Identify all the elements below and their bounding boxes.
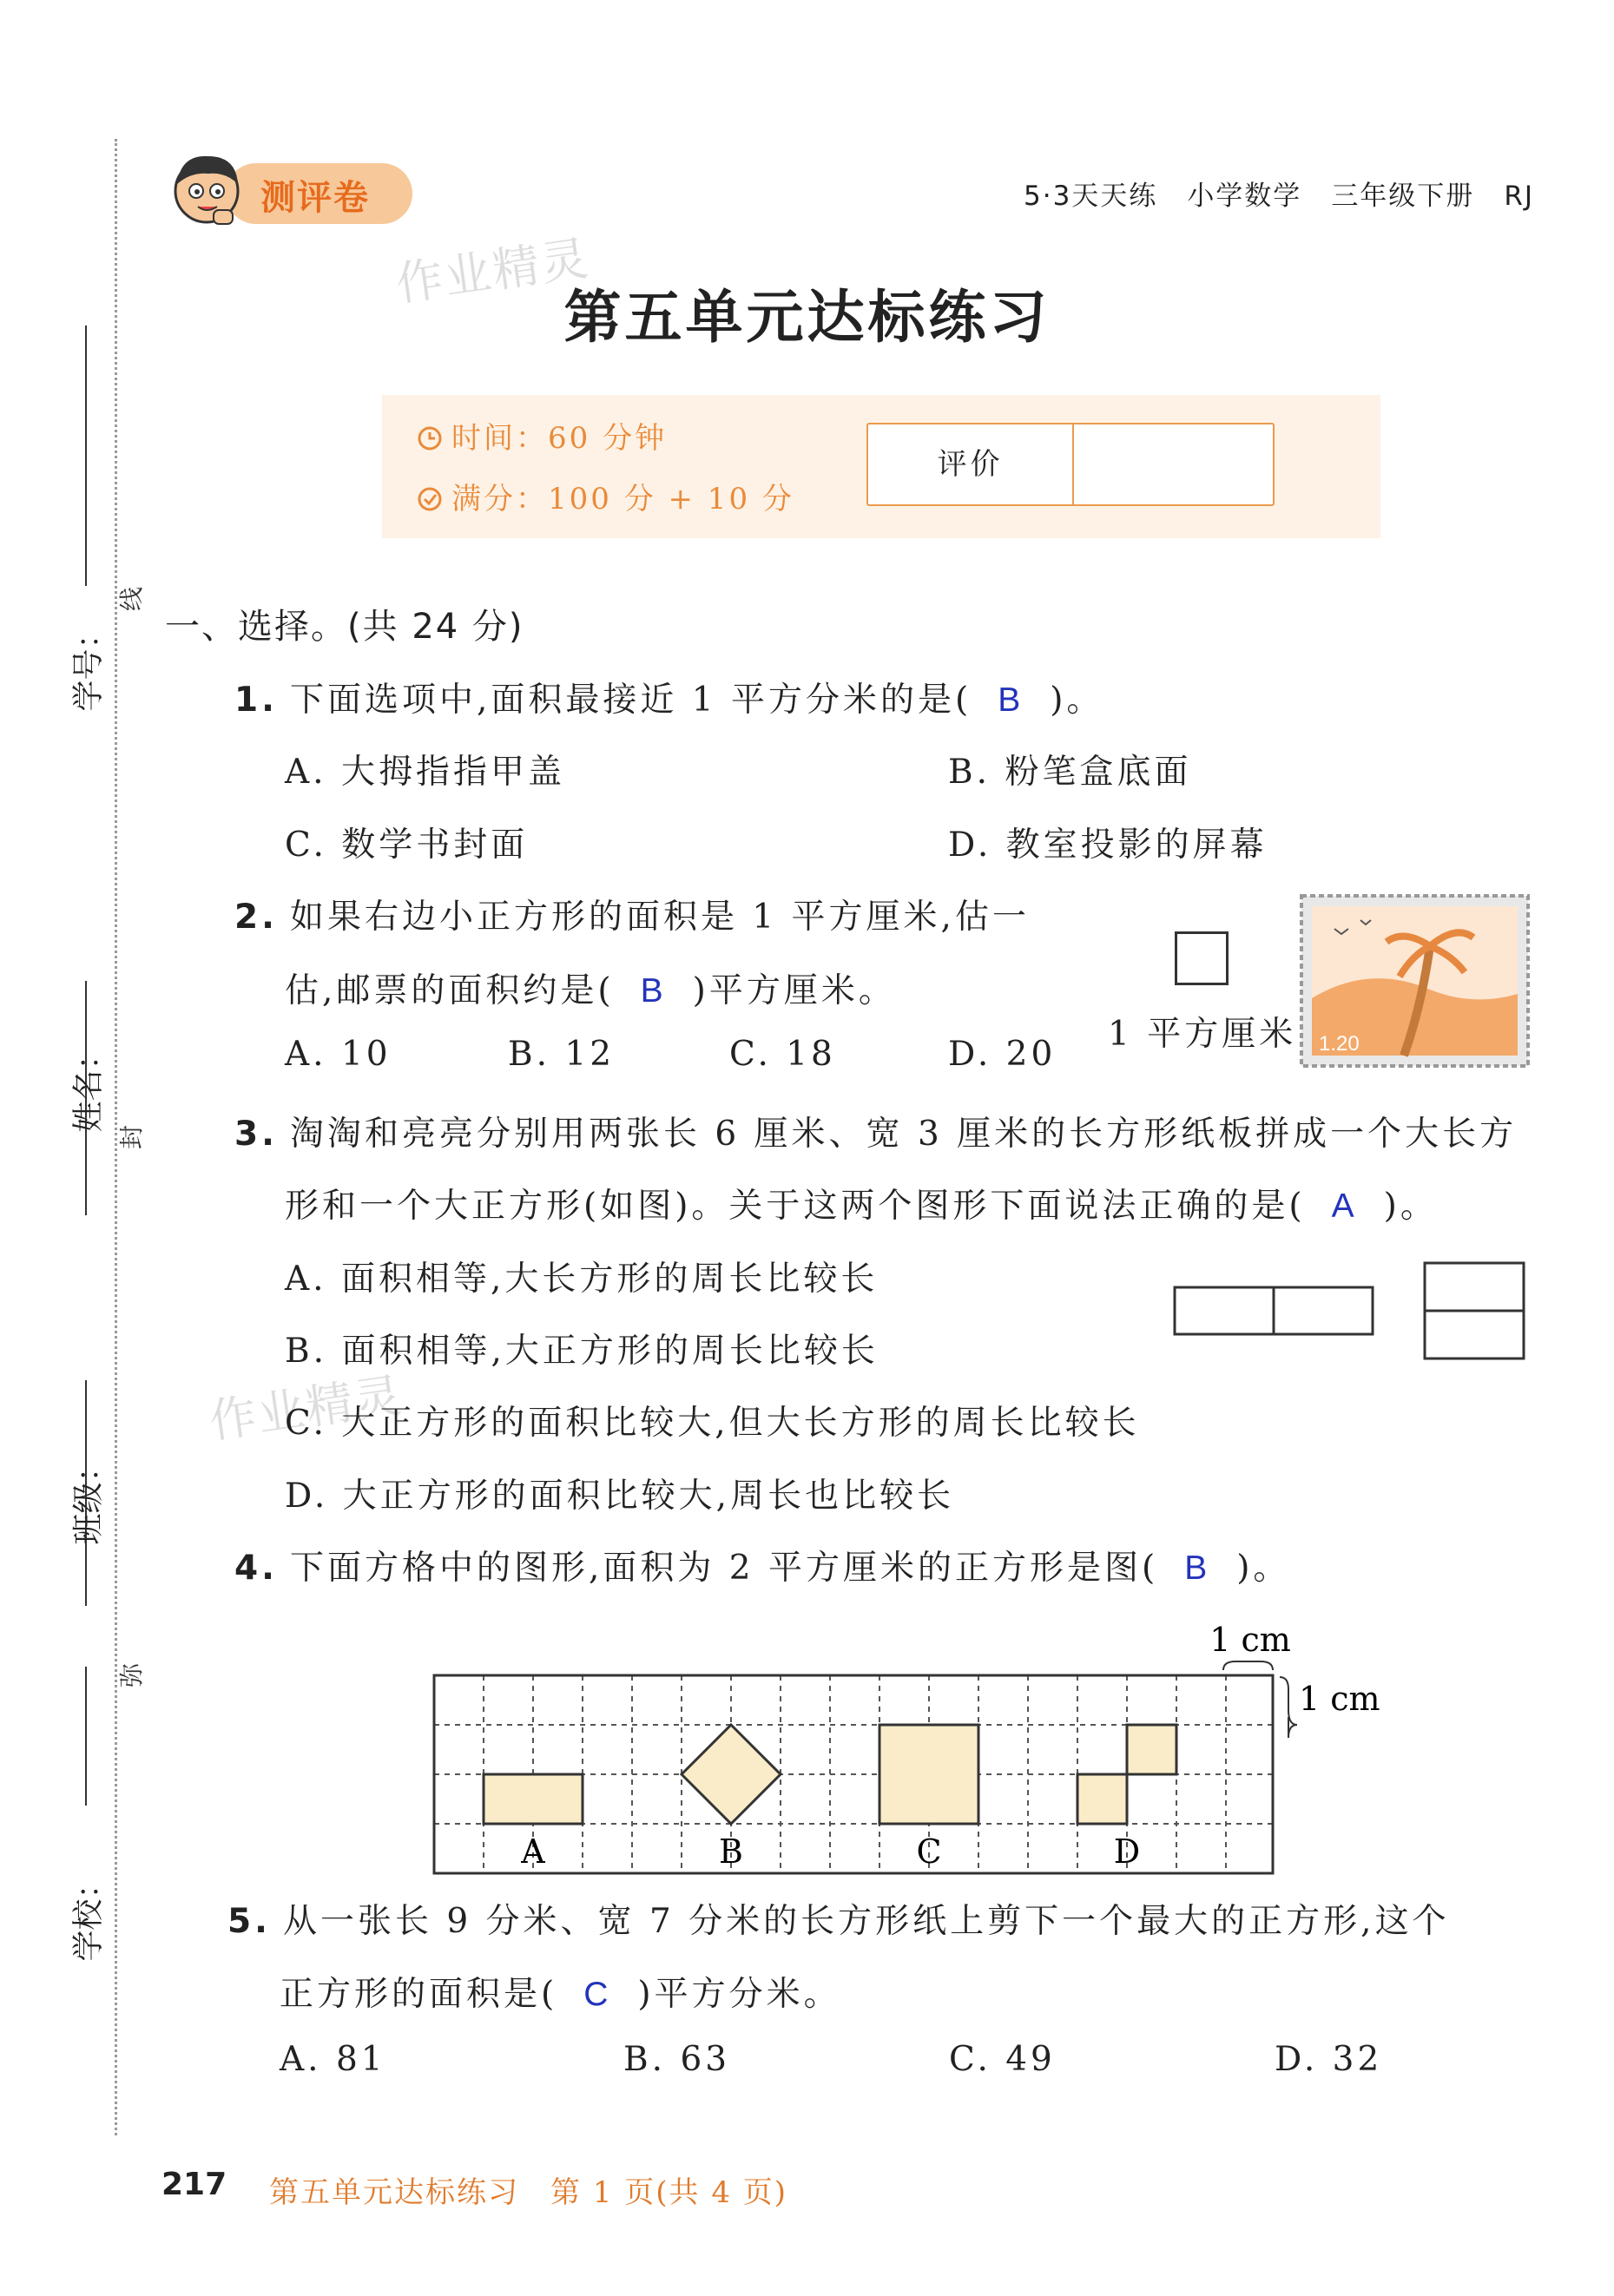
question-text-end: )平方分米。 <box>637 1975 841 2014</box>
section-title: 一、选择。(共 24 分) <box>165 607 524 647</box>
shape-b <box>682 1725 781 1824</box>
school-label: 学校： <box>70 1867 107 1962</box>
question-text-end: )。 <box>1383 1187 1438 1226</box>
margin-line-char: 线 <box>117 586 147 612</box>
question-5-line2 <box>280 1967 841 2016</box>
margin-seal-char: 封 <box>117 1124 147 1150</box>
question-2 <box>234 890 1030 938</box>
q1-option-b: B. 粉笔盒底面 <box>948 753 1192 792</box>
q2-option-c: C. 18 <box>729 1035 836 1074</box>
badge-pill <box>226 163 412 224</box>
q2-option-d: D. 20 <box>948 1035 1057 1074</box>
answer: C <box>583 1976 612 2013</box>
evaluation-label: 评价 <box>868 424 1074 504</box>
stamp-figure <box>1300 894 1530 1068</box>
big-square-figure <box>1422 1260 1528 1363</box>
score-text: 满分：100 分 + 10 分 <box>451 482 794 516</box>
question-number: 5. <box>227 1902 271 1941</box>
q1-option-c: C. 数学书封面 <box>285 826 529 865</box>
check-circle-icon <box>417 486 443 512</box>
label-a: A <box>521 1832 545 1871</box>
cartoon-boy-icon <box>165 146 248 229</box>
question-number: 2. <box>234 898 278 937</box>
answer: A <box>1331 1187 1358 1225</box>
exam-info-box <box>382 395 1380 538</box>
q5-option-d: D. 32 <box>1275 2040 1383 2079</box>
footer-text: 第五单元达标练习 第 1 页(共 4 页) <box>269 2175 788 2210</box>
label-b: B <box>719 1832 743 1871</box>
question-3 <box>234 1107 1517 1155</box>
question-3-line2 <box>285 1179 1438 1227</box>
test-badge <box>165 146 417 233</box>
unit-square-label: 1 平方厘米 <box>1108 1015 1297 1054</box>
book-subject: 小学数学 <box>1187 181 1302 212</box>
q2-option-a: A. 10 <box>285 1035 392 1074</box>
question-text: 正方形的面积是( <box>280 1975 558 2014</box>
question-4 <box>234 1541 1290 1589</box>
q3-option-c: C. 大正方形的面积比较大,但大长方形的周长比较长 <box>285 1404 1140 1443</box>
answer: B <box>640 972 667 1010</box>
watermark: 作业精灵 <box>392 230 593 312</box>
question-text: 估,邮票的面积约是( <box>285 971 615 1010</box>
unit-v-label: 1 cm <box>1299 1680 1380 1718</box>
answer: B <box>1184 1549 1211 1587</box>
book-series: 5·3天天练 <box>1024 181 1158 212</box>
q1-option-a: A. 大拇指指甲盖 <box>285 753 565 792</box>
label-d: D <box>1113 1832 1141 1871</box>
question-text-end: )。 <box>1236 1549 1291 1588</box>
time-limit <box>417 414 667 457</box>
evaluation-box[interactable] <box>866 423 1275 506</box>
school-underline <box>85 1667 87 1806</box>
full-score <box>417 475 794 517</box>
book-edition: RJ <box>1504 181 1534 212</box>
question-5 <box>227 1894 1450 1943</box>
q5-option-b: B. 63 <box>623 2040 731 2079</box>
margin-mi-char: 弥 <box>117 1662 147 1688</box>
question-text: 如果右边小正方形的面积是 1 平方厘米,估一 <box>289 898 1030 937</box>
question-text: 淘淘和亮亮分别用两张长 6 厘米、宽 3 厘米的长方形纸板拼成一个大长方 <box>289 1115 1518 1154</box>
book-grade: 三年级下册 <box>1331 181 1475 212</box>
grid-figure <box>425 1615 1450 1884</box>
q5-option-c: C. 49 <box>949 2040 1056 2079</box>
q5-option-a: A. 81 <box>280 2040 386 2079</box>
question-2-line2 <box>285 964 896 1012</box>
name-label: 姓名： <box>70 1038 107 1133</box>
label-c: C <box>916 1832 942 1871</box>
time-text: 时间：60 分钟 <box>451 421 668 456</box>
id-underline <box>85 326 87 586</box>
shape-d-upper <box>1127 1725 1176 1774</box>
student-id-label: 学号： <box>70 617 107 712</box>
question-text: 形和一个大正方形(如图)。关于这两个图形下面说法正确的是( <box>285 1187 1306 1226</box>
class-label: 班级： <box>70 1451 107 1545</box>
question-number: 4. <box>234 1549 278 1588</box>
question-text: 下面选项中,面积最接近 1 平方分米的是( <box>289 681 972 720</box>
shape-c <box>879 1725 978 1824</box>
book-header <box>994 174 1534 213</box>
q3-option-d: D. 大正方形的面积比较大,周长也比较长 <box>285 1477 955 1516</box>
question-1 <box>234 673 1103 721</box>
question-text-end: )。 <box>1050 681 1104 720</box>
answer: B <box>998 681 1024 719</box>
question-text-end: )平方厘米。 <box>692 971 896 1010</box>
watermark: 作业精灵 <box>206 1367 406 1450</box>
page-number: 217 <box>161 2167 227 2202</box>
big-rectangle-figure <box>1172 1263 1380 1338</box>
q2-option-b: B. 12 <box>508 1035 616 1074</box>
stamp-price: 1.20 <box>1319 1032 1360 1056</box>
question-number: 1. <box>234 681 278 720</box>
unit-h-label: 1 cm <box>1209 1621 1291 1659</box>
question-number: 3. <box>234 1115 278 1154</box>
q1-option-d: D. 教室投影的屏幕 <box>948 826 1268 865</box>
question-text: 从一张长 9 分米、宽 7 分米的长方形纸上剪下一个最大的正方形,这个 <box>282 1902 1450 1941</box>
clock-icon <box>417 425 443 451</box>
shape-a <box>484 1774 583 1824</box>
shape-d-lower <box>1077 1774 1127 1824</box>
question-text: 下面方格中的图形,面积为 2 平方厘米的正方形是图( <box>289 1549 1159 1588</box>
unit-square-figure <box>1175 931 1229 985</box>
page-title: 第五单元达标练习 <box>563 283 1051 351</box>
q3-option-b: B. 面积相等,大正方形的周长比较长 <box>285 1332 879 1371</box>
q3-option-a: A. 面积相等,大长方形的周长比较长 <box>285 1260 879 1299</box>
badge-label: 测评卷 <box>260 178 370 218</box>
